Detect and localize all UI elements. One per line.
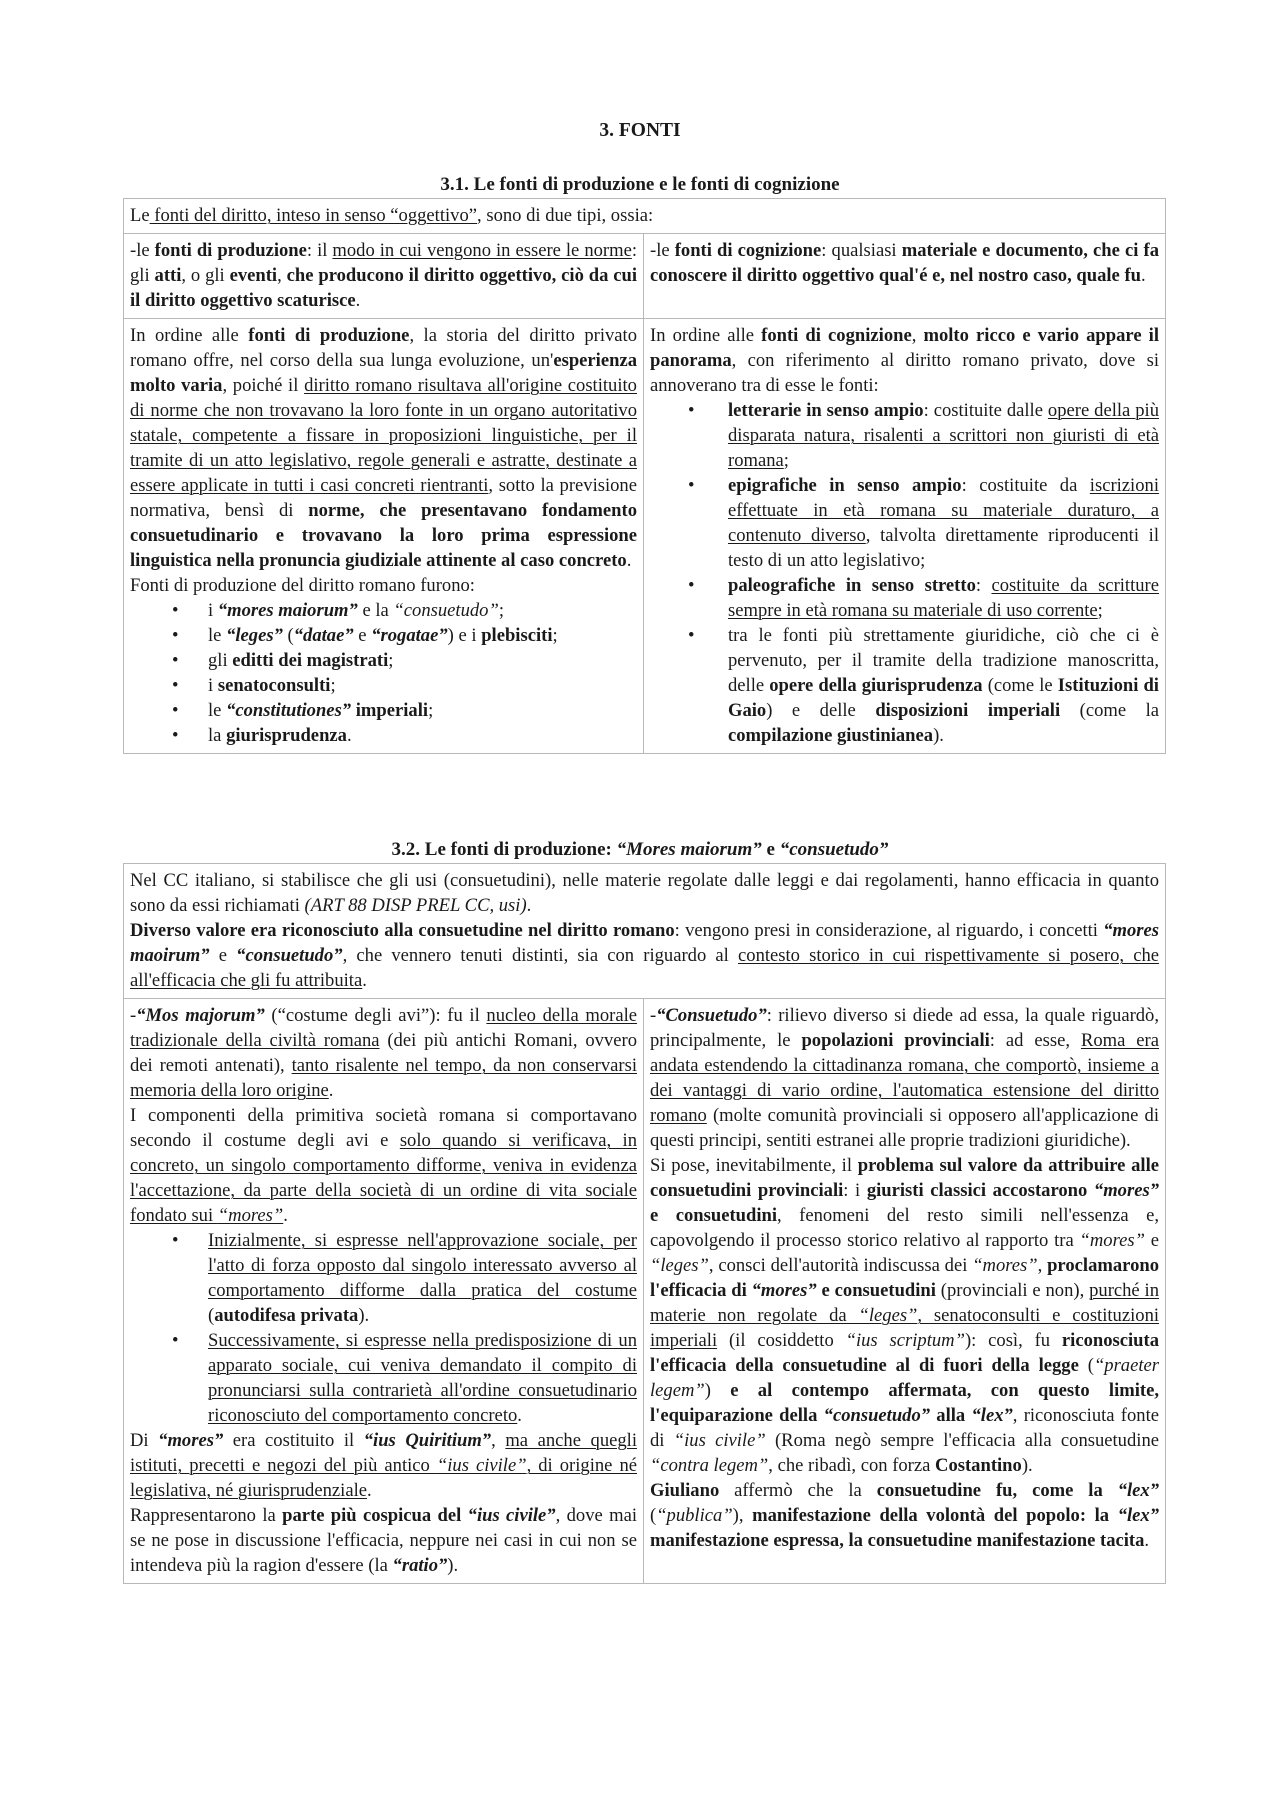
list-item: • epigrafiche in senso ampio: costituite da iscrizioni effettuate in età romana su materiale duraturo, a contenuto diverso, talvolta direttamente riproducenti il testo di un atto legislativo; (650, 473, 1159, 573)
list-item: • i “mores maiorum” e la “consuetudo”; (130, 598, 637, 623)
page-heading: 3. FONTI (599, 120, 681, 141)
mos-majorum-list (130, 1228, 637, 1428)
list-item: • gli editti dei magistrati; (130, 648, 637, 673)
fonti-cognizione-body: In ordine alle fonti di cognizione, molto ricco e vario appare il panorama, con riferimento al diritto romano privato, dove si annoverano tra di esse le fonti: • letterarie in senso ampio: costituite dalle opere della più disparata natura, risalenti a scrittori non giuristi di età romana; • epigrafiche in senso ampio: costituite da iscrizioni effettuate in età romana su materiale duraturo, a contenuto diverso, talvolta direttamente riproducenti il testo di un atto legislativo; • paleografiche in senso stretto: costituite da scritture sempre in età romana su materiale di uso corrente; • tra le fonti più strettamente giuridiche, ciò che ci è pervenuto, per il tramite della tradizione manoscritta, delle opere della giurisprudenza (come le Istituzioni di Gaio) e delle disposizioni imperiali (come la compilazione giustinianea). (644, 319, 1166, 754)
fonti-cognizione-list (650, 398, 1159, 748)
section-3-2-table (123, 863, 1166, 1584)
def-fonti-produzione: -le fonti di produzione: il modo in cui vengono in essere le norme: gli atti, o gli eventi, che producono il diritto oggettivo, ciò da cui il diritto oggettivo scaturisce. (124, 234, 644, 319)
mos-majorum-cell: -“Mos majorum” (“costume degli avi”): fu il nucleo della morale tradizionale della civiltà romana (dei più antichi Romani, ovvero dei remoti antenati), tanto risalente nel tempo, da non conservarsi memoria della loro origine. I componenti della primitiva società romana si comportavano secondo il costume degli avi e solo quando si verificava, in concreto, un singolo comportamento difforme, veniva in evidenza l'accettazione, da parte della società di un ordine di vita sociale fondato sui “mores”. • Inizialmente, si espresse nell'approvazione sociale, per l'atto di forza opposto dal singolo interessato avverso al comportamento difforme dalla pratica del costume (autodifesa privata). • Successivamente, si espresse nella predisposizione di un apparato sociale, cui veniva demandato il compito di pronunciarsi sulla contrarietà all'ordine consuetudinario riconosciuto del comportamento concreto. Di “mores” era costituito il “ius Quiritium”, ma anche quegli istituti, precetti e negozi del più antico “ius civile”, di origine né legislativa, né giurisprudenziale. Rappresentarono la parte più cospicua del “ius civile”, dove mai se ne pose in discussione l'efficacia, neppure nei casi in cui non se intendeva più la ragion d'essere (la “ratio”). (124, 999, 644, 1584)
list-item: • letterarie in senso ampio: costituite dalle opere della più disparata natura, risalenti a scrittori non giuristi di età romana; (650, 398, 1159, 473)
section-3-1-intro: Le fonti del diritto, inteso in senso “oggettivo”, sono di due tipi, ossia: (124, 199, 1166, 234)
list-item: • paleografiche in senso stretto: costituite da scritture sempre in età romana su materiale di uso corrente; (650, 573, 1159, 623)
list-item: • la giurisprudenza. (130, 723, 637, 748)
section-3-2-title: 3.2. Le fonti di produzione: “Mores maiorum” e “consuetudo” (391, 839, 889, 860)
list-item: • Successivamente, si espresse nella predisposizione di un apparato sociale, cui veniva demandato il compito di pronunciarsi sulla contrarietà all'ordine consuetudinario riconosciuto del comportamento concreto. (130, 1328, 637, 1428)
section-3-1-table (123, 198, 1166, 754)
fonti-produzione-list-intro: Fonti di produzione del diritto romano furono: (130, 575, 475, 596)
consuetudo-cell: -“Consuetudo”: rilievo diverso si diede ad essa, la quale riguardò, principalmente, le popolazioni provinciali: ad esse, Roma era andata estendendo la cittadinanza romana, che comportò, insieme a dei vantaggi di vario ordine, l'automatica estensione del diritto romano (molte comunità provinciali si opposero all'applicazione di questi principi, sentiti estranei alle proprie tradizioni giuridiche). Si pose, inevitabilmente, il problema sul valore da attribuire alle consuetudini provinciali: i giuristi classici accostarono “mores” e consuetudini, fenomeni del resto simili nell'essenza e, capovolgendo il processo storico relativo al rapporto tra “mores” e “leges”, consci dell'autorità indiscussa dei “mores”, proclamarono l'efficacia di “mores” e consuetudini (provinciali e non), purché in materie non regolate da “leges”, senatoconsulti e costituzioni imperiali (il cosiddetto “ius scriptum”): così, fu riconosciuta l'efficacia della consuetudine al di fuori della legge (“praeter legem”) e al contempo affermata, con questo limite, l'equiparazione della “consuetudo” alla “lex”, riconosciuta fonte di “ius civile” (Roma negò sempre l'efficacia alla consuetudine “contra legem”, che ribadì, con forza Costantino). Giuliano affermò che la consuetudine fu, come la “lex” (“publica”), manifestazione della volontà del popolo: la “lex” manifestazione espressa, la consuetudine manifestazione tacita. (644, 999, 1166, 1584)
fonti-produzione-body: In ordine alle fonti di produzione, la storia del diritto privato romano offre, nel corso della sua lunga evoluzione, un'esperienza molto varia, poiché il diritto romano risultava all'origine costituito di norme che non trovavano la loro fonte in un organo autoritativo statale, competente a fissare in proposizioni linguistiche, per il tramite di un atto legislativo, regole generali e astratte, destinate a essere applicate in tutti i casi concreti rientranti, sotto la previsione normativa, bensì di norme, che presentavano fondamento consuetudinario e trovavano la loro prima espressione linguistica nella pronuncia giudiziale attinente al caso concreto. Fonti di produzione del diritto romano furono: • i “mores maiorum” e la “consuetudo”; • le “leges” (“datae” e “rogatae”) e i plebisciti; • gli editti dei magistrati; • i senatoconsulti; • le “constitutiones” imperiali; • la giurisprudenza. (124, 319, 644, 754)
section-3-1-title: 3.1. Le fonti di produzione e le fonti di cognizione (440, 174, 840, 195)
section-3-2-intro: Nel CC italiano, si stabilisce che gli usi (consuetudini), nelle materie regolate dalle leggi e dai regolamenti, hanno efficacia in quanto sono da essi richiamati (ART 88 DISP PREL CC, usi). Diverso valore era riconosciuto alla consuetudine nel diritto romano: vengono presi in considerazione, al riguardo, i concetti “mores maoirum” e “consuetudo”, che vennero tenuti distinti, sia con riguardo al contesto storico in cui rispettivamente si posero, che all'efficacia che gli fu attribuita. (124, 864, 1166, 999)
list-item: • le “constitutiones” imperiali; (130, 698, 637, 723)
list-item: • Inizialmente, si espresse nell'approvazione sociale, per l'atto di forza opposto dal singolo interessato avverso al comportamento difforme dalla pratica del costume (autodifesa privata). (130, 1228, 637, 1328)
list-item: • le “leges” (“datae” e “rogatae”) e i plebisciti; (130, 623, 637, 648)
list-item: • tra le fonti più strettamente giuridiche, ciò che ci è pervenuto, per il tramite della tradizione manoscritta, delle opere della giurisprudenza (come le Istituzioni di Gaio) e delle disposizioni imperiali (come la compilazione giustinianea). (650, 623, 1159, 748)
list-item: • i senatoconsulti; (130, 673, 637, 698)
def-fonti-cognizione: -le fonti di cognizione: qualsiasi materiale e documento, che ci fa conoscere il diritto oggettivo qual'é e, nel nostro caso, quale fu. (644, 234, 1166, 319)
fonti-produzione-list (130, 598, 637, 748)
